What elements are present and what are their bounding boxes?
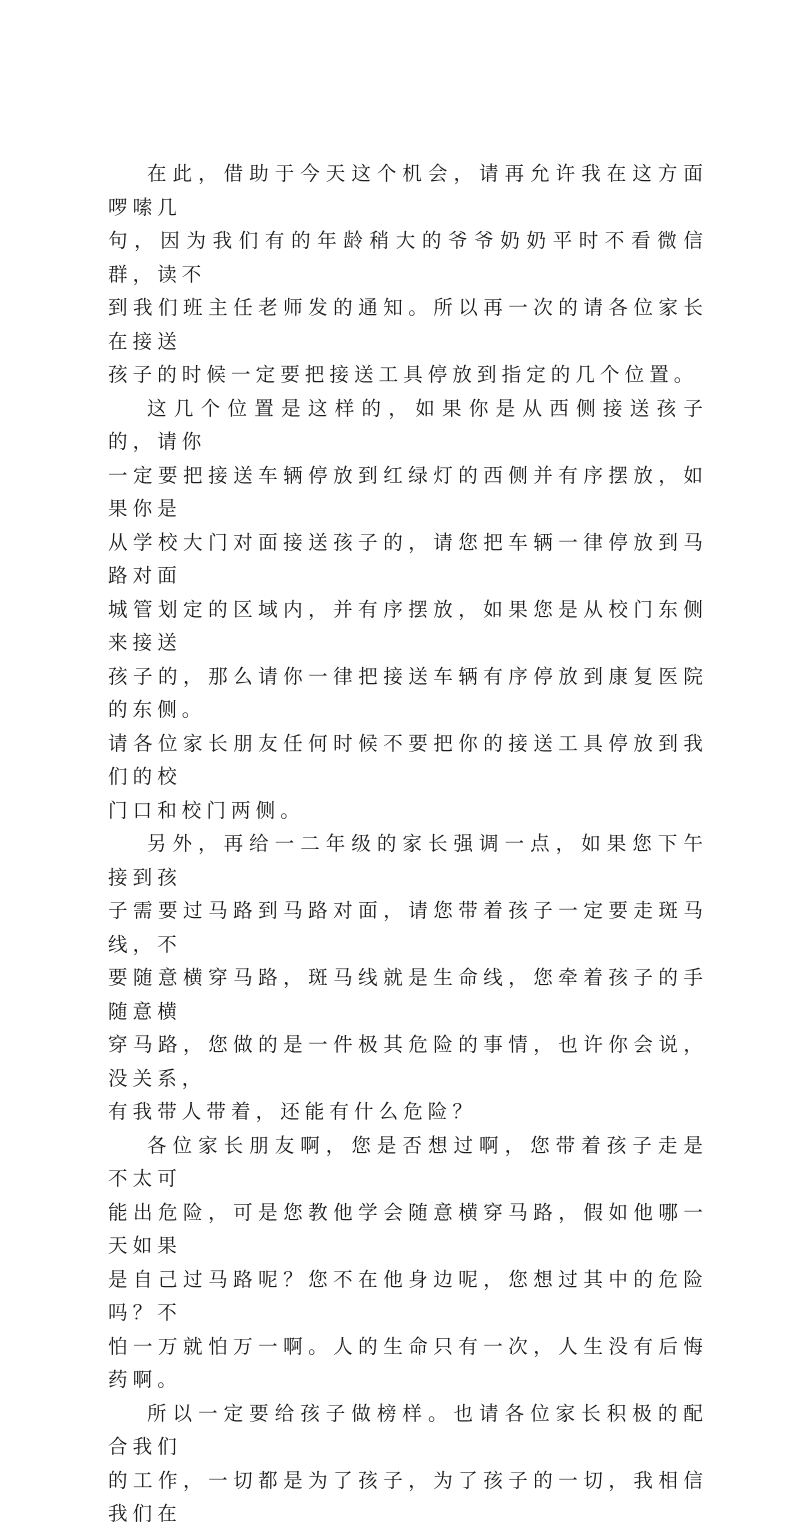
- paragraph-2: 这几个位置是这样的，如果你是从西侧接送孩子的，请你 一定要把接送车辆停放到红绿灯的西侧并有序摆放，如果你是 从学校大门对面接送孩子的，请您把车辆一律停放到马路对面 城管划定的区域内，并有序摆放，如果您是从校门东侧来接送 孩子的，那么请你一律把接送车辆有序停放到康复医院的东侧。 请各位家长朋友任何时候不要把你的接送工具停放到我们的校 门口和校门两侧。: [108, 396, 708, 822]
- paragraph-1: 在此，借助于今天这个机会，请再允许我在这方面啰嗦几 句，因为我们有的年龄稍大的爷爷奶奶平时不看微信群，读不 到我们班主任老师发的通知。所以再一次的请各位家长在接送 孩子的时候一定要把接送工具停放到指定的几个位置。: [108, 162, 708, 386]
- paragraph-5: 所以一定要给孩子做榜样。也请各位家长积极的配合我们 的工作，一切都是为了孩子，为了孩子的一切，我相信我们在: [108, 1401, 708, 1525]
- paragraph-3: 另外，再给一二年级的家长强调一点，如果您下午接到孩 子需要过马路到马路对面，请您带着孩子一定要走斑马线，不 要随意横穿马路，斑马线就是生命线，您牵着孩子的手随意横 穿马路，您做的是一件极其危险的事情，也许你会说，没关系， 有我带人带着，还能有什么危险？: [108, 832, 708, 1123]
- paragraph-4: 各位家长朋友啊，您是否想过啊，您带着孩子走是不太可 能出危险，可是您教他学会随意横穿马路，假如他哪一天如果 是自己过马路呢？您不在他身边呢，您想过其中的危险吗？不 怕一万就怕万一啊。人的生命只有一次，人生没有后悔药啊。: [108, 1133, 708, 1391]
- document-body: [108, 157, 708, 1531]
